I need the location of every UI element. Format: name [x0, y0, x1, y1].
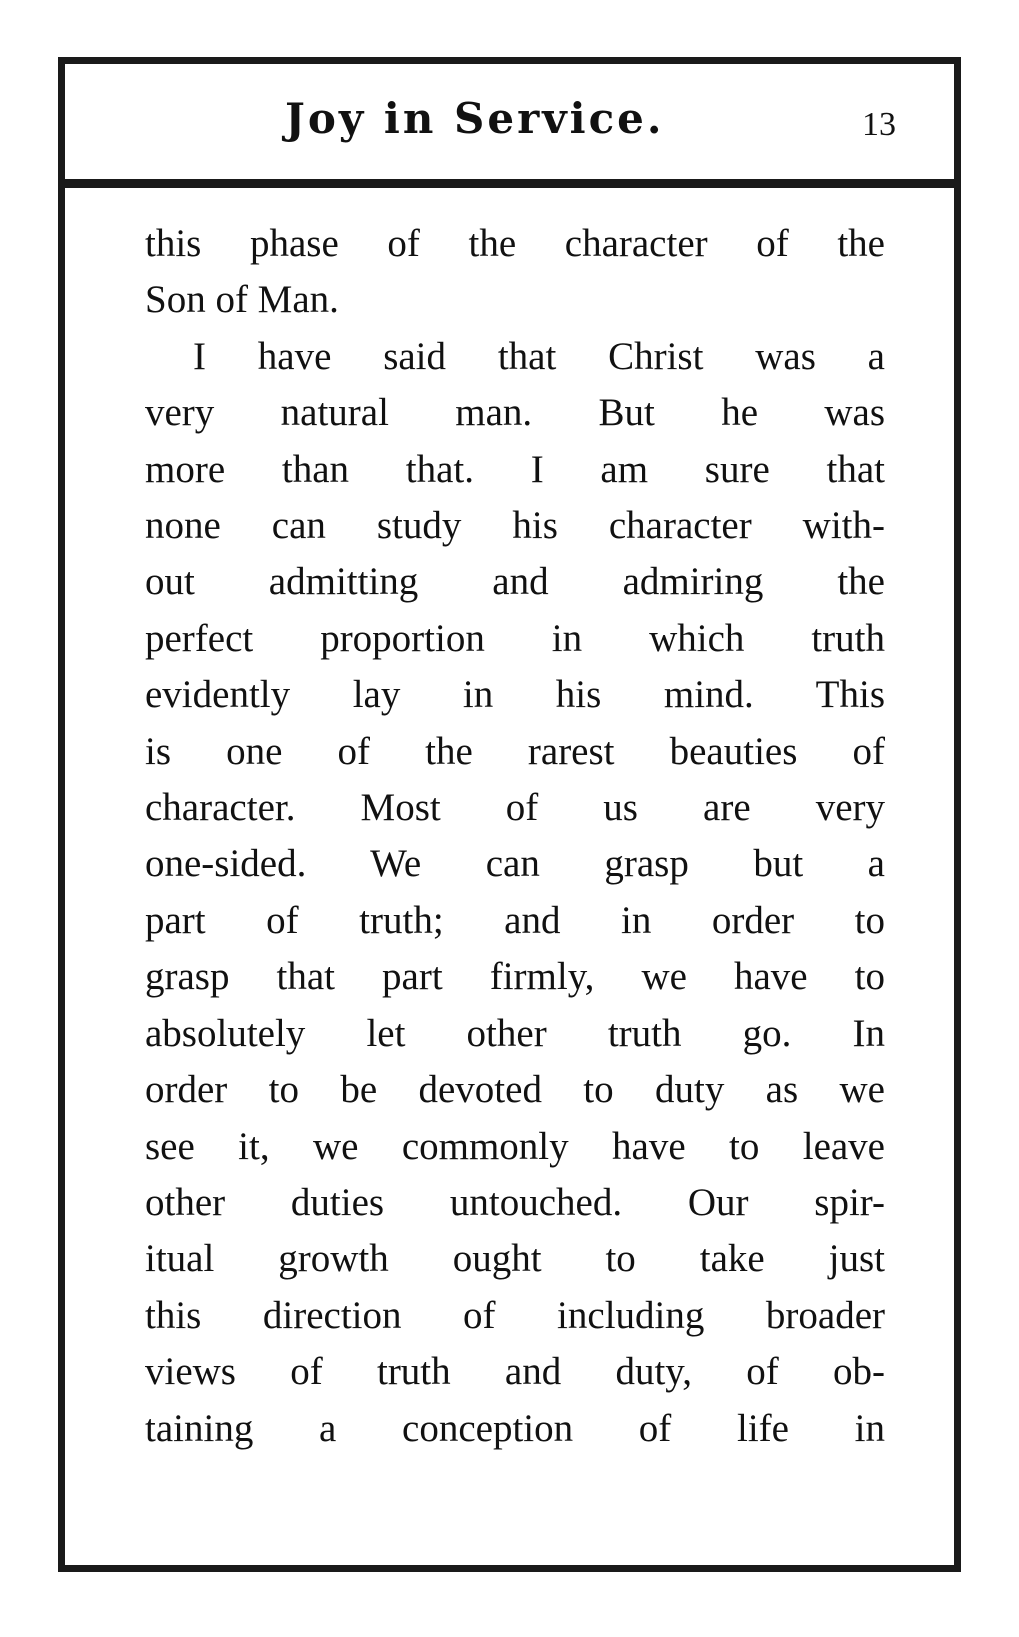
text-line: part of truth; and in order to — [145, 898, 885, 942]
text-line: more than that. I am sure that — [145, 447, 885, 491]
text-line: I have said that Christ was a — [193, 334, 885, 378]
text-line: very natural man. But he was — [145, 391, 885, 435]
text-line: absolutely let other truth go. In — [145, 1011, 885, 1055]
text-line: is one of the rarest beauties of — [145, 729, 885, 773]
text-line: itual growth ought to take just — [145, 1237, 885, 1281]
running-header — [65, 64, 954, 188]
page-border — [58, 57, 961, 1572]
paragraph-1 — [145, 216, 885, 329]
body-text — [145, 216, 885, 1457]
text-line: none can study his character with- — [145, 504, 885, 548]
text-line: taining a conception of life in — [145, 1406, 885, 1450]
text-line: grasp that part firmly, we have to — [145, 955, 885, 999]
page-number: 13 — [862, 106, 896, 143]
text-line: order to be devoted to duty as we — [145, 1068, 885, 1112]
text-line: this phase of the character of the — [145, 222, 885, 265]
text-line: out admitting and admiring the — [145, 560, 885, 604]
text-line: perfect proportion in which truth — [145, 616, 885, 660]
text-line: character. Most of us are very — [145, 786, 885, 830]
text-line: one-sided. We can grasp but a — [145, 842, 885, 886]
text-line: Son of Man. — [145, 278, 339, 322]
text-line: this direction of including broader — [145, 1293, 885, 1337]
paragraph-2 — [145, 329, 885, 1457]
text-line: views of truth and duty, of ob- — [145, 1350, 885, 1394]
running-title: Joy in Service. — [285, 94, 665, 143]
text-line: evidently lay in his mind. This — [145, 673, 885, 717]
text-line: see it, we commonly have to leave — [145, 1124, 885, 1168]
text-line: other duties untouched. Our spir- — [145, 1180, 885, 1224]
